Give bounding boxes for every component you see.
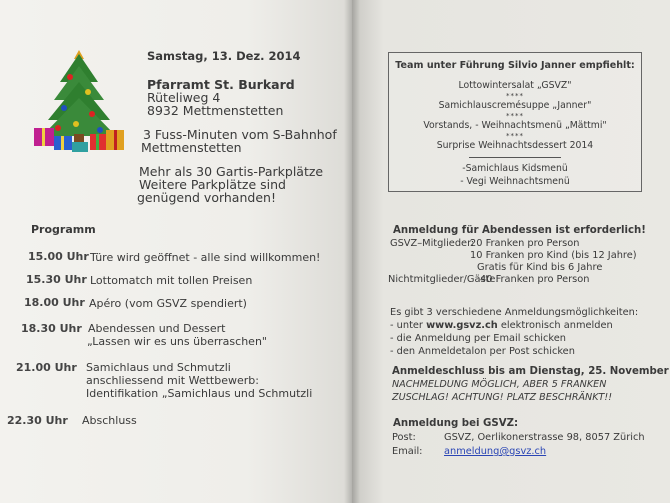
menu-item: Vorstands, - Weihnachtsmenü „Mättmi" bbox=[423, 120, 607, 131]
parking-line-3: genügend vorhanden! bbox=[137, 190, 276, 205]
program-text: Identifikation „Samichlaus und Schmutzli bbox=[86, 387, 313, 400]
program-text: anschliessend mit Wettbewerb: bbox=[86, 374, 259, 387]
program-text: Abendessen und Dessert bbox=[88, 322, 226, 335]
program-time: 18.30 Uhr bbox=[21, 322, 82, 335]
vegi-menu: - Vegi Weihnachtsmenü bbox=[460, 176, 570, 187]
menu-item: Lottowintersalat „GSVZ" bbox=[458, 80, 572, 91]
box-title: Team unter Führung Silvio Janner empfiehlt: bbox=[395, 60, 635, 71]
post-label: Post: bbox=[392, 432, 416, 443]
option-1-prefix: - unter bbox=[390, 320, 423, 331]
stars-separator: **** bbox=[506, 92, 524, 100]
option-2: - die Anmeldung per Email schicken bbox=[390, 333, 566, 344]
walk-line-2: Mettmenstetten bbox=[141, 140, 242, 155]
stars-separator: **** bbox=[506, 112, 524, 120]
venue-name: Pfarramt St. Burkard bbox=[147, 77, 295, 92]
walk-line-1: 3 Fuss-Minuten vom S-Bahnhof bbox=[143, 127, 337, 142]
program-text: „Lassen wir es uns überraschen" bbox=[87, 335, 267, 348]
deadline: Anmeldeschluss bis am Dienstag, 25. November bbox=[392, 366, 669, 377]
program-text: Samichlaus und Schmutzli bbox=[86, 361, 231, 374]
program-time: 22.30 Uhr bbox=[7, 414, 68, 427]
christmas-tree-icon bbox=[30, 42, 128, 154]
program-time: 18.00 Uhr bbox=[24, 296, 85, 309]
venue-street: Rüteliweg 4 bbox=[147, 90, 221, 105]
menu-item: Surprise Weihnachtsdessert 2014 bbox=[436, 140, 594, 151]
parking-line-2: Weitere Parkplätze sind bbox=[139, 177, 286, 192]
option-1 bbox=[390, 320, 613, 332]
nonmembers-label: Nichtmitglieder/Gäste: bbox=[388, 274, 499, 285]
right-page bbox=[352, 0, 670, 503]
stars-separator: **** bbox=[506, 132, 524, 140]
child-free: Gratis für Kind bis 6 Jahre bbox=[477, 262, 603, 273]
website-link[interactable]: www.gsvz.ch bbox=[426, 320, 498, 331]
parking-line-1: Mehr als 30 Gartis-Parkplätze bbox=[139, 164, 324, 179]
kids-menu: -Samichlaus Kidsmenü bbox=[462, 163, 568, 174]
members-label: GSVZ–Mitglieder: bbox=[390, 238, 475, 249]
menu-recommendation-box bbox=[388, 52, 642, 192]
option-1-suffix: elektronisch anmelden bbox=[500, 320, 613, 331]
late-registration-1: NACHMELDUNG MÖGLICH, ABER 5 FRANKEN bbox=[392, 379, 607, 390]
child-price: 10 Franken pro Kind (bis 12 Jahre) bbox=[470, 250, 637, 261]
program-time: 15.00 Uhr bbox=[28, 250, 89, 263]
program-heading: Programm bbox=[31, 223, 96, 236]
registration-heading: Anmeldung für Abendessen ist erforderlich! bbox=[393, 225, 646, 236]
box-divider bbox=[469, 157, 561, 158]
program-time: 21.00 Uhr bbox=[16, 361, 77, 374]
event-date: Samstag, 13. Dez. 2014 bbox=[147, 49, 301, 63]
venue-city: 8932 Mettmenstetten bbox=[147, 103, 284, 118]
program-text: Abschluss bbox=[82, 414, 137, 427]
members-price: 20 Franken pro Person bbox=[470, 238, 580, 249]
program-text: Lottomatch mit tollen Preisen bbox=[90, 274, 253, 287]
options-intro: Es gibt 3 verschiedene Anmeldungsmöglichkeiten: bbox=[390, 307, 639, 318]
program-text: Apéro (vom GSVZ spendiert) bbox=[89, 297, 247, 310]
menu-item: Samichlauscremésuppe „Janner" bbox=[438, 100, 592, 111]
program-time: 15.30 Uhr bbox=[26, 273, 87, 286]
email-label: Email: bbox=[392, 446, 423, 457]
contact-heading: Anmeldung bei GSVZ: bbox=[393, 418, 519, 429]
nonmembers-price: 40 Franken pro Person bbox=[480, 274, 590, 285]
option-3: - den Anmeldetalon per Post schicken bbox=[390, 346, 575, 357]
late-registration-2: ZUSCHLAG! ACHTUNG! PLATZ BESCHRÄNKT!! bbox=[392, 392, 613, 403]
book-spine bbox=[344, 0, 360, 503]
post-address: GSVZ, Oerlikonerstrasse 98, 8057 Zürich bbox=[444, 432, 645, 443]
program-text: Türe wird geöffnet - alle sind willkommen! bbox=[90, 251, 321, 264]
email-link[interactable]: anmeldung@gsvz.ch bbox=[444, 446, 547, 457]
